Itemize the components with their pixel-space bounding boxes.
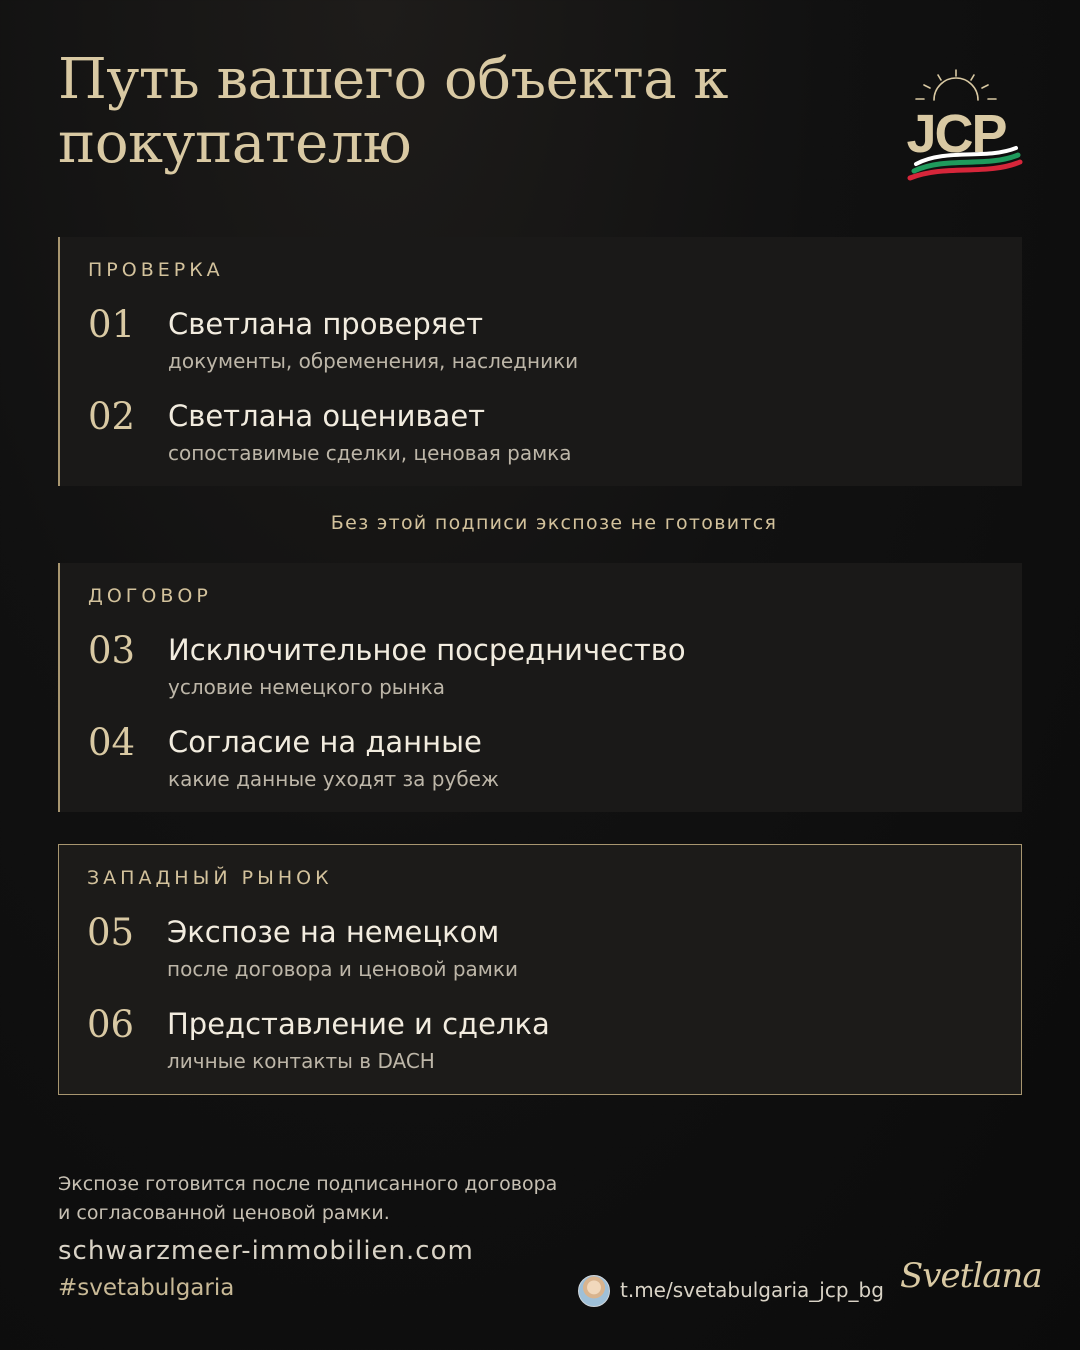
hashtag: #svetabulgaria [58, 1275, 235, 1301]
step-subtitle: документы, обременения, наследники [168, 349, 579, 373]
footer-note-line-2: и согласованной ценовой рамки. [58, 1202, 390, 1224]
step-number: 02 [88, 395, 136, 438]
step-subtitle: условие немецкого рынка [168, 675, 446, 699]
step-item [59, 1003, 1021, 1083]
step-title: Экспозе на немецком [167, 915, 500, 949]
step-title: Исключительное посредничество [168, 633, 686, 667]
step-item [59, 911, 1021, 991]
section-label: ПРОВЕРКА [88, 259, 224, 281]
section-contract [58, 563, 1022, 812]
section-western-market [58, 844, 1022, 1095]
footer-note [58, 1170, 557, 1228]
step-number: 05 [87, 911, 135, 954]
title-line-2: покупателю [58, 111, 412, 176]
footer-note-line-1: Экспозе готовится после подписанного договора [58, 1173, 558, 1195]
step-title: Представление и сделка [167, 1007, 550, 1041]
step-title: Светлана оценивает [168, 399, 486, 433]
telegram-link[interactable]: t.me/svetabulgaria_jcp_bg [620, 1278, 884, 1302]
step-subtitle: личные контакты в DACH [167, 1049, 435, 1073]
step-subtitle: после договора и ценовой рамки [167, 957, 518, 981]
sun-icon [916, 70, 996, 100]
page-title [58, 48, 728, 176]
section-label: ДОГОВОР [88, 585, 212, 607]
step-subtitle: сопоставимые сделки, ценовая рамка [168, 441, 572, 465]
signature-note: Без этой подписи экспозе не готовится [330, 512, 778, 534]
signature: Svetlana [900, 1256, 1042, 1296]
title-line-1: Путь вашего объекта к [58, 47, 728, 112]
step-title: Согласие на данные [168, 725, 482, 759]
step-title: Светлана проверяет [168, 307, 483, 341]
website-link[interactable]: schwarzmeer-immobilien.com [58, 1236, 474, 1266]
step-item [60, 721, 1022, 801]
step-number: 06 [87, 1003, 135, 1046]
step-item [60, 395, 1022, 475]
logo-text: JCP [906, 104, 1006, 164]
section-label: ЗАПАДНЫЙ РЫНОК [87, 867, 333, 889]
section-verification [58, 237, 1022, 486]
step-number: 01 [88, 303, 136, 346]
jcp-logo [886, 68, 1026, 188]
step-item [60, 629, 1022, 709]
step-number: 04 [88, 721, 136, 764]
avatar [578, 1275, 610, 1307]
step-subtitle: какие данные уходят за рубеж [168, 767, 499, 791]
step-number: 03 [88, 629, 136, 672]
step-item [60, 303, 1022, 383]
